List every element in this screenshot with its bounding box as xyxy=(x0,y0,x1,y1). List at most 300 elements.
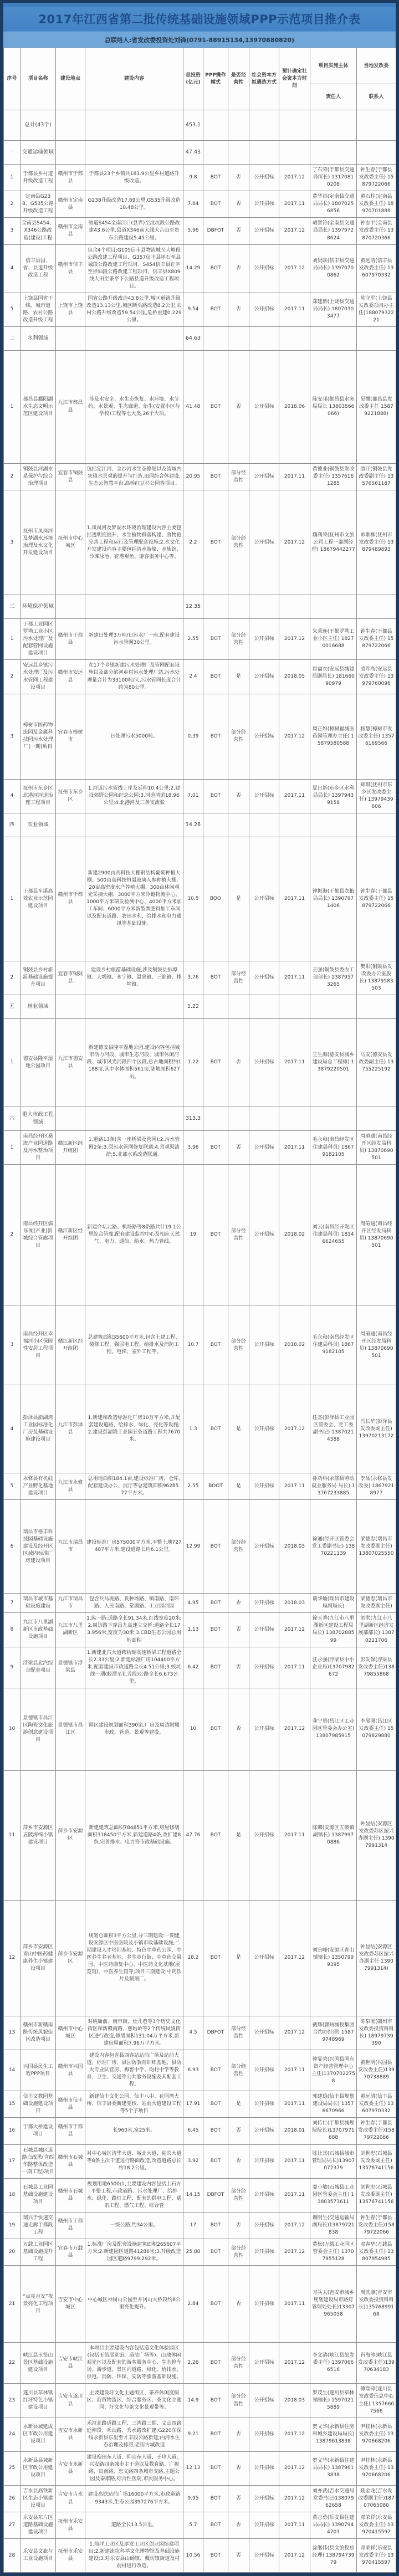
page-title: 2017年江西省第二批传统基础设施领域PPP示范项目推介表 xyxy=(38,13,361,26)
cell-location: 九江市瑞昌市 xyxy=(56,1500,85,1594)
cell-content: 新建信丰文化公园、信丰八中、花园湾大桥、信丰县委新建党校、站前大道建设工程等5个子项目 xyxy=(85,2091,183,2118)
cell-resp: 钟显荣(兴国县国有资产经营管理中心主任)13707022758 xyxy=(310,2050,357,2091)
cell-resp: 胡智铃(全南县交通局局长) 13979728624 xyxy=(310,218,357,244)
cell-content: 包含兵马垅路、良种场路、镇南路、南环路、人民南路、棠湖路、工业园西园 xyxy=(85,1594,183,1613)
cell-inv: 7.01 xyxy=(183,779,203,813)
top-strip xyxy=(3,3,396,7)
cell-model: BOT xyxy=(203,1385,228,1473)
cell-sel: 公开招标 xyxy=(249,2539,279,2573)
cell-sel: 公开招标 xyxy=(249,837,279,961)
cell-content xyxy=(85,141,183,165)
cell-resp: 黄华添(定南县交通局局长) 18070256856 xyxy=(310,191,357,218)
cell-seq: 20 xyxy=(4,2239,21,2266)
cell-sel: 公开招标 xyxy=(249,1130,279,1164)
cell-sel: 公开招标 xyxy=(249,1900,279,2016)
cell-time: 2018.05 xyxy=(279,660,310,694)
cell-inv: 4.95 xyxy=(183,1594,203,1613)
cell-time: 2017.12 xyxy=(279,694,310,779)
cell-name: 萍乡市安源区五陂海绵小镇建设项目 xyxy=(21,1770,56,1900)
cell-name: 林业领域 xyxy=(21,995,56,1018)
cell-resp: 钟振海(于都县农粮局局长) 13907971406 xyxy=(310,837,357,961)
cell-name: 彭泽县澎湖湾工业园标准化厂房及基础设施建设项目 xyxy=(21,1385,56,1473)
cell-oper: 否 xyxy=(228,1613,249,1647)
cell-seq: 4 xyxy=(4,1385,21,1473)
cell-time: 2017.11 xyxy=(279,2050,310,2091)
cell-inv: 1.22 xyxy=(183,995,203,1018)
cell-resp xyxy=(310,813,357,837)
cell-inv: 12.13 xyxy=(183,2451,203,2485)
cell-content: 建设乡村旅游基础设施,涉及铜鼓县排埠镇、大塅镇、永宁镇、温泉镇、三都镇、排埠镇。 xyxy=(85,961,183,995)
cell-seq: 11 xyxy=(4,1770,21,1900)
cell-inv: 28.2 xyxy=(183,1900,203,2016)
cell-location: 九江市彭泽县 xyxy=(56,1385,85,1473)
cell-resp: 刘宗峰(安源区青山镇镇长) 13507999395 xyxy=(310,1900,357,2016)
cell-oper: 否 xyxy=(228,1647,249,1688)
cell-content: 日处理污水5000吨。 xyxy=(85,694,183,779)
cell-resp: 李文清(峡江县旅发委主任) 13970666516 xyxy=(310,2343,357,2384)
cell-name: 安远县乡镇污水处理厂及污水管网工程建设项目 xyxy=(21,660,56,694)
cell-inv: 47.43 xyxy=(183,141,203,165)
cell-resp xyxy=(310,327,357,351)
cell-content xyxy=(85,813,183,837)
cell-inv: 17 xyxy=(183,2212,203,2239)
cell-inv: 3.96 xyxy=(183,1130,203,1164)
cell-time: 2017.11 xyxy=(279,191,310,218)
table-row xyxy=(4,1473,396,1500)
table-row xyxy=(4,995,396,1018)
cell-content: 中心城区神岗山公园至井冈山大桥段约8公里亮化提升。 xyxy=(85,2266,183,2343)
cell-location: 吉安市吉水县 xyxy=(56,2485,85,2512)
cell-location: 赣州市中心城区 xyxy=(56,2016,85,2050)
cell-oper: 否 xyxy=(228,2212,249,2239)
cell-content: 新建日处理3万吨/日污水厂一座,配套建设污水管网30公里。 xyxy=(85,619,183,660)
cell-contact: 杨慧(樟树市发改委主任) 13576169566 xyxy=(357,694,396,779)
cell-name: “点亮吉安”夜景亮化工程项目 xyxy=(21,2266,56,2343)
cell-oper: 是 xyxy=(228,1473,249,1500)
cell-sel: 公开招标 xyxy=(249,2178,279,2212)
cell-time: 2017.11 xyxy=(279,2144,310,2178)
table-row xyxy=(4,694,396,779)
cell-content: 1.河道污水管线上岸及延伸10.4公里;2.建设郊野公园和纪念公园;3.河道清淤18.96公里;4.北港河及三条支流驳 xyxy=(85,779,183,813)
cell-sel: 公开招标 xyxy=(249,660,279,694)
cell-contact: 黄远清(信丰县发改委主任) 13607970332 xyxy=(357,244,396,293)
cell-resp: 唐福衣(安远县城建局副局长) 18166090979 xyxy=(310,660,357,694)
cell-name: 铜鼓县乡村旅游基础设施提升项目 xyxy=(21,961,56,995)
cell-name: 德安县隆平湿地公园项目 xyxy=(21,1018,56,1107)
cell-model: BOT xyxy=(203,2512,228,2539)
cell-inv: 2.55 xyxy=(183,1473,203,1500)
table-row xyxy=(4,1018,396,1107)
cell-time xyxy=(279,327,310,351)
cell-resp: 孙功科(永修县劳动就业服务局 局长) 13767233885 xyxy=(310,1473,357,1500)
table-header xyxy=(4,48,396,110)
cell-model: BOT xyxy=(203,2418,228,2451)
cell-contact: 刘洪(九江市八里湖新区经济发展部部长) 13870221706 xyxy=(357,1613,396,1647)
cell-location: 景德镇市昌江区 xyxy=(56,1688,85,1770)
cell-time: 2017.11 xyxy=(279,961,310,995)
cell-inv: 313.3 xyxy=(183,1107,203,1130)
cell-oper: 部分经营性 xyxy=(228,961,249,995)
cell-location xyxy=(56,995,85,1018)
cell-sel: 公开招标 xyxy=(249,2118,279,2144)
table-row xyxy=(4,165,396,191)
cell-inv: 5.7 xyxy=(183,2512,203,2539)
cell-time: 2017.12 xyxy=(279,2539,310,2573)
cell-seq: 27 xyxy=(4,2512,21,2539)
cell-time: 2017.11 xyxy=(279,2266,310,2343)
table-row xyxy=(4,837,396,961)
cell-time: 2017.11 xyxy=(279,1647,310,1688)
cell-inv: 5.96 xyxy=(183,218,203,244)
cell-name: 万载工业园区基础设施提升工程 xyxy=(21,2239,56,2266)
cell-seq: 3 xyxy=(4,1305,21,1385)
cell-resp xyxy=(310,595,357,619)
cell-contact xyxy=(357,1107,396,1130)
cell-time: 2017.12 xyxy=(279,490,310,595)
cell-resp: 朱秉连(于都罗坳工业小区主任) 18270016688 xyxy=(310,619,357,660)
cell-oper xyxy=(228,995,249,1018)
cell-content: 1.凤岗河及梦湖水环境治理建设内容主要包括透明度提升、水生植物群落构建、食物链完善工程和运行及管理配套设施;2.水文化开发建设内容主要包括清水游船、水族馆、沙滩泳池、花港观鱼、游客服务中心等。 xyxy=(85,490,183,595)
cell-sel: 公开招标 xyxy=(249,244,279,293)
cell-name: 永新县县城新区市政公用建设项目 xyxy=(21,2451,56,2485)
cell-name: 抚州市凤岗河及梦湖水环境治理及水文化开发建设项目 xyxy=(21,490,56,595)
cell-inv: 1.3 xyxy=(183,1385,203,1473)
cell-contact: 陈泉凇(赣州市发改委投资科科长) 18979739390 xyxy=(357,2016,396,2050)
cell-inv: 9.21 xyxy=(183,2418,203,2451)
cell-inv: 12.35 xyxy=(183,595,203,619)
cell-model: BOT xyxy=(203,1018,228,1107)
cell-location xyxy=(56,813,85,837)
cell-oper: 部分经营性 xyxy=(228,2178,249,2212)
cell-resp: 毛永和(南昌经发区住建局科员) 18679182105 xyxy=(310,1305,357,1385)
cell-oper: 是 xyxy=(228,660,249,694)
cell-contact: 黄石柱(定南县发改委主任) 18970701888 xyxy=(357,191,396,218)
cell-location: 赣州市于都县 xyxy=(56,165,85,191)
cell-seq: 23 xyxy=(4,2384,21,2418)
cell-model: BOT xyxy=(203,1130,228,1164)
cell-contact: 刘世忠(石城县发改委副主任) 13576741156 xyxy=(357,2144,396,2178)
table-row xyxy=(4,2266,396,2343)
cell-name: 总计(43个) xyxy=(21,110,56,141)
contact-line: 总联络人:省发改委投资处刘锋(0791-88915134,13970880820) xyxy=(3,31,396,48)
col-header-investment: 总投资(亿元) xyxy=(183,48,203,110)
cell-seq: 10 xyxy=(4,1688,21,1770)
cell-model: BOT xyxy=(203,2384,228,2418)
cell-contact: 傅瑞萍(遂川县发改委信息中心主任) 13576607566 xyxy=(357,2384,396,2418)
cell-content: 国省公路升级改造43.8公里,城区道路升级改造13.13公里,城区断头路改造8.2公里,农村公路升级改造59.54公里,危桥重建0.229公里。 xyxy=(85,293,183,326)
cell-seq: 4 xyxy=(4,244,21,293)
cell-seq: 24 xyxy=(4,2418,21,2451)
cell-seq: 六 xyxy=(4,1107,21,1130)
cell-model: BOT xyxy=(203,351,228,464)
cell-contact xyxy=(357,141,396,165)
cell-oper: 部分经营性 xyxy=(228,2343,249,2384)
cell-seq: 26 xyxy=(4,2485,21,2512)
cell-inv: 6.42 xyxy=(183,1647,203,1688)
cell-inv: 14.26 xyxy=(183,813,203,837)
cell-name: 永修县有机硅产业孵化基地建设项目 xyxy=(21,1473,56,1500)
table-row xyxy=(4,1613,396,1647)
cell-resp: 龚宁勇(昌江区工业园区管委会办公室) 13807985915 xyxy=(310,1688,357,1770)
cell-model: BOT xyxy=(203,1305,228,1385)
table-body xyxy=(4,110,396,2573)
table-row xyxy=(4,2418,396,2451)
cell-name: 铜鼓县河湖水系保护与综合治理项目 xyxy=(21,464,56,490)
cell-inv: 3.92 xyxy=(183,2144,203,2178)
cell-contact: 钟显结(安源区发改委苏区振兴办副主任) 13907991314 xyxy=(357,1770,396,1900)
cell-contact: 钟志平(全南县发改委主任) 13870720366 xyxy=(357,218,396,244)
cell-sel: 公开招标 xyxy=(249,2144,279,2178)
cell-oper: 部分经营性 xyxy=(228,2384,249,2418)
cell-time xyxy=(279,1107,310,1130)
cell-contact xyxy=(357,595,396,619)
cell-model: DBFOT xyxy=(203,2178,228,2212)
cell-name: 上饶县国省干线、城市道路、农村公路改造升级工程 xyxy=(21,293,56,326)
cell-seq: 7 xyxy=(4,1594,21,1613)
cell-inv: 9.95 xyxy=(183,2485,203,2512)
cell-seq: 8 xyxy=(4,1613,21,1647)
cell-model: BOT xyxy=(203,2539,228,2573)
cell-oper: 否 xyxy=(228,2418,249,2451)
cell-sel: 公开招标 xyxy=(249,2384,279,2418)
cell-time: 2017.12 xyxy=(279,1385,310,1473)
cell-time: 2018.02 xyxy=(279,1305,310,1385)
cell-resp: 陈娜(安源区五陂镇副镇长) 13879970886 xyxy=(310,1770,357,1900)
cell-inv: 453.1 xyxy=(183,110,203,141)
cell-location: 萍乡市安源区 xyxy=(56,1770,85,1900)
col-header-time: 预计确定社会资本方时间 xyxy=(279,48,310,110)
cell-location: 吉安市遂川县 xyxy=(56,2384,85,2418)
cell-seq: 3 xyxy=(4,490,21,595)
cell-name: 南昌经开区幸福河小区保障性安居工程项目 xyxy=(21,1305,56,1385)
cell-resp: 徐通(经开区管委会党工委副书记) 13870221139 xyxy=(310,1500,357,1594)
cell-sel: 公开招标 xyxy=(249,191,279,218)
cell-location xyxy=(56,141,85,165)
cell-content: 建设袍田东大道、仰山东大道、子珍大道、兴安路四条城市主干道以及教育路、广福路、田南路、忠义路四条城市支路,主题公园及泰康路,综合性医院,市民服务中心。 xyxy=(85,2451,183,2485)
cell-location xyxy=(56,595,85,619)
cell-resp: 涂继伟(县文旅投总经理) 13879473979 xyxy=(310,2539,357,2573)
cell-inv: 12.99 xyxy=(183,1500,203,1594)
cell-oper: 否 xyxy=(228,1018,249,1107)
cell-model: BOT xyxy=(203,293,228,326)
cell-seq: 五 xyxy=(4,995,21,1018)
cell-time: 2017.11 xyxy=(279,1130,310,1164)
cell-oper: 否 xyxy=(228,218,249,244)
cell-resp: 陈安邦(都昌县水务局局长 13803566066) xyxy=(310,351,357,464)
cell-content: 1.道路13条(含一座桥梁及管网);2.污水管网2条;3.原污水管网修复联通;4.景观渠清淤;5.北部水系改造联通。 xyxy=(85,1130,183,1164)
col-header-implementer: 项目实施主体 xyxy=(310,48,357,84)
cell-content xyxy=(85,995,183,1018)
cell-location: 赣州市石城县 xyxy=(56,2144,85,2178)
cell-location: 赣州市石城县 xyxy=(56,2178,85,2212)
cell-contact: 梁德忠(瑞昌市发改委副主任) 13807025550 xyxy=(357,1500,396,1594)
cell-model: BOT xyxy=(203,619,228,660)
table-row xyxy=(4,2512,396,2539)
cell-time: 2017.12 xyxy=(279,244,310,293)
cell-contact: 钟显结(安源区发改委苏区振兴办副主任 13907991314) xyxy=(357,1900,396,2016)
cell-content: G238升级改造17.69公里,G535升级改造10.48公里。 xyxy=(85,191,183,218)
cell-name: 水利领域 xyxy=(21,327,56,351)
table-row xyxy=(4,191,396,218)
cell-time xyxy=(279,110,310,141)
cell-model: BOT xyxy=(203,1770,228,1900)
cell-location: 宜春市樟树市 xyxy=(56,694,85,779)
cell-contact: 马安(德安县发改委副主任) 13755225192 xyxy=(357,1018,396,1107)
cell-sel: 公开招标 xyxy=(249,619,279,660)
cell-resp xyxy=(310,1107,357,1130)
cell-name: 永新县城建成区市政公用建设项目 xyxy=(21,2418,56,2451)
table-row xyxy=(4,1647,396,1688)
cell-location: 宜春市铜鼓县 xyxy=(56,961,85,995)
cell-oper: 否 xyxy=(228,191,249,218)
cell-name: 于都工业园区罗坳工业小区污水处理厂及配套管网设施建设项目 xyxy=(21,619,56,660)
cell-time: 2017.12 xyxy=(279,619,310,660)
cell-model: BOT xyxy=(203,1647,228,1688)
cell-contact: 周其康(吉安市发改委投资科科长)13576899168 xyxy=(357,2266,396,2343)
cell-model xyxy=(203,110,228,141)
cell-seq: 18 xyxy=(4,2178,21,2212)
cell-name: 景德镇市昌江区陶瓷文化旅游创意建设项目 xyxy=(21,1688,56,1770)
cell-name: 于都大桥建设项目 xyxy=(21,2118,56,2144)
cell-model: BOT xyxy=(203,464,228,490)
cell-sel: 公开招标 xyxy=(249,490,279,595)
cell-sel: 公开招标 xyxy=(249,165,279,191)
cell-oper xyxy=(228,813,249,837)
cell-seq: 2 xyxy=(4,961,21,995)
table-row xyxy=(4,2485,396,2512)
cell-contact: 黄世明(兴国县发改委主任)13970738889 xyxy=(357,2050,396,2091)
cell-resp: 刘云(南昌经开发区住建局科员) 18146624655 xyxy=(310,1165,357,1305)
cell-contact: 邓荣祥(乐安县发改委主任) 13970415597 xyxy=(357,2512,396,2539)
cell-model: BOT xyxy=(203,2050,228,2091)
cell-inv: 47.76 xyxy=(183,1770,203,1900)
cell-oper: 否 xyxy=(228,2266,249,2343)
cell-time: 2017.11 xyxy=(279,779,310,813)
table-row xyxy=(4,490,396,595)
cell-content: 一级公路,约34公里。 xyxy=(85,2212,183,2239)
cell-inv: 2.26 xyxy=(183,2343,203,2384)
table-row xyxy=(4,961,396,995)
cell-seq: 16 xyxy=(4,2118,21,2144)
table-row xyxy=(4,2212,396,2239)
table-row xyxy=(4,2239,396,2266)
cell-oper: 部分经营性 xyxy=(228,464,249,490)
cell-model xyxy=(203,813,228,837)
cell-model xyxy=(203,595,228,619)
cell-model: BOT xyxy=(203,1688,228,1770)
table-row xyxy=(4,2016,396,2050)
cell-name: 环境保护领域 xyxy=(21,595,56,619)
cell-model: BOT xyxy=(203,2144,228,2178)
cell-inv: 3.76 xyxy=(183,961,203,995)
cell-model: BOT xyxy=(203,2451,228,2485)
cell-time: 2017.11 xyxy=(279,464,310,490)
cell-model: BOT xyxy=(203,1500,228,1594)
cell-contact: 彭发保(浮梁县发改委主任)13879855868 xyxy=(357,1647,396,1688)
cell-content: 道路全长13.5公里。 xyxy=(85,2512,183,2539)
cell-content: 于都县23个乡镇共183.9公里乡村道路升级改造。 xyxy=(85,165,183,191)
cell-time: 2017.12 xyxy=(279,1613,310,1647)
cell-contact: 刘世忠(石城县发改委副主任) 13576741156 xyxy=(357,2178,396,2212)
cell-seq: 14 xyxy=(4,2050,21,2091)
cell-sel: 公开招标 xyxy=(249,2418,279,2451)
cell-contact: 尹桂林(永新县发改委主任) 13970668206 xyxy=(357,2451,396,2485)
cell-resp xyxy=(310,141,357,165)
cell-location: 九江市永修县 xyxy=(56,1473,85,1500)
cell-seq: 4 xyxy=(4,779,21,813)
cell-contact: 冯长华(彭泽县发改委副主任) 13970213172 xyxy=(357,1385,396,1473)
cell-location: 上饶市上饶县 xyxy=(56,293,85,326)
cell-name: 瑞兴于快速交通走廊于都段工程 xyxy=(21,2212,56,2239)
cell-contact: 周碹通(南昌经开区经发局科员) 13870690501 xyxy=(357,1130,396,1164)
cell-seq: 1 xyxy=(4,837,21,961)
cell-oper: 是 xyxy=(228,2091,249,2118)
cell-inv: 10.7 xyxy=(183,1305,203,1385)
cell-oper xyxy=(228,1107,249,1130)
cell-content: 总用地面积184.1亩,建设标准厂房、仓库,配套建设办公、展厅等总建筑面积96285.77平方米。 xyxy=(85,1473,183,1500)
cell-oper: 部分经营性 xyxy=(228,2050,249,2091)
cell-time xyxy=(279,995,310,1018)
cell-model xyxy=(203,995,228,1018)
cell-seq: 28 xyxy=(4,2539,21,2573)
cell-inv: 1.13 xyxy=(183,1613,203,1647)
cell-location: 赣州市安远县 xyxy=(56,660,85,694)
cell-sel xyxy=(249,1107,279,1130)
cell-sel: 公开招标 xyxy=(249,351,279,464)
cell-contact: 邓春华(万载县发改委主任) 13807954985 xyxy=(357,2239,396,2266)
cell-time: 2017.11 xyxy=(279,2178,310,2212)
cell-resp: 刘亦武(吉水交通局党委书记)13807962658 xyxy=(310,2485,357,2512)
cell-content: 园区建设规划面积390亩,厂房及周边附属市政、管道、景观等建设。 xyxy=(85,1688,183,1770)
cell-oper: 部分经营性 xyxy=(228,2239,249,2266)
cell-name: 遂川县草林镇红圩特色小镇建设项目 xyxy=(21,2384,56,2418)
cell-resp: 黄志勇(乐安县住建局局长) 13907944703 xyxy=(310,2512,357,2539)
cell-time: 2017.12 xyxy=(279,2485,310,2512)
cell-sel: 公开招标 xyxy=(249,2212,279,2239)
cell-sel xyxy=(249,110,279,141)
table-row xyxy=(4,660,396,694)
cell-seq: 13 xyxy=(4,2016,21,2050)
cell-time: 2017.12 xyxy=(279,1900,310,2016)
cell-oper: 是 xyxy=(228,1385,249,1473)
cell-sel: 公开招标 xyxy=(249,2239,279,2266)
cell-name: 于都县车溪高效农业示范园建设项目 xyxy=(21,837,56,961)
cell-content: 包括定江河、金沙河水生态修复以及流域内集镇水景观的提升与打造,田园综合体建设,生态云智慧平台,高桥红豆杉公园等项目。 xyxy=(85,464,183,490)
table-row xyxy=(4,110,396,141)
table-row xyxy=(4,2178,396,2212)
cell-content: 禾河北路道路工程、三湾路三期、义山西路延伸段、禾山路、秀水路改扩建;G220东深线永新县东里至才丰段公路新建;内河水生态治理及排涝;老街古城改造 xyxy=(85,2418,183,2451)
cell-contact xyxy=(357,995,396,1018)
cell-content xyxy=(85,1107,183,1130)
cell-resp: 郭建雄(信丰县规划建设局局长) 13576670966 xyxy=(310,2091,357,2118)
cell-name: 吉水县高铁新区生态小镇建设项目 xyxy=(21,2485,56,2512)
cell-name: 兴国县民生工程PPP项目 xyxy=(21,2050,56,2091)
cell-location: 吉安市中心城区 xyxy=(56,2266,85,2343)
cell-sel: 公开招标 xyxy=(249,2512,279,2539)
cell-time: 2018.03 xyxy=(279,1594,310,1613)
cell-time: 2018.06 xyxy=(279,351,310,464)
cell-content: 规划用地6500亩,主要建设内容包括土石方平整工程,市政道路、污水处理厂、给排水、绿化、路灯工程、配套的供电工程、通讯工程、燃气工程、综合管 xyxy=(85,2178,183,2212)
cell-seq: 1 xyxy=(4,619,21,660)
cell-seq: 3 xyxy=(4,218,21,244)
cell-location: 吉安市永新县 xyxy=(56,2418,85,2451)
table-row xyxy=(4,619,396,660)
table-row xyxy=(4,1385,396,1473)
cell-sel: 公开招标 xyxy=(249,1647,279,1688)
cell-contact: 钟生春(于都县发改委主任) 15879722066 xyxy=(357,619,396,660)
table-row xyxy=(4,1688,396,1770)
cell-time xyxy=(279,813,310,837)
